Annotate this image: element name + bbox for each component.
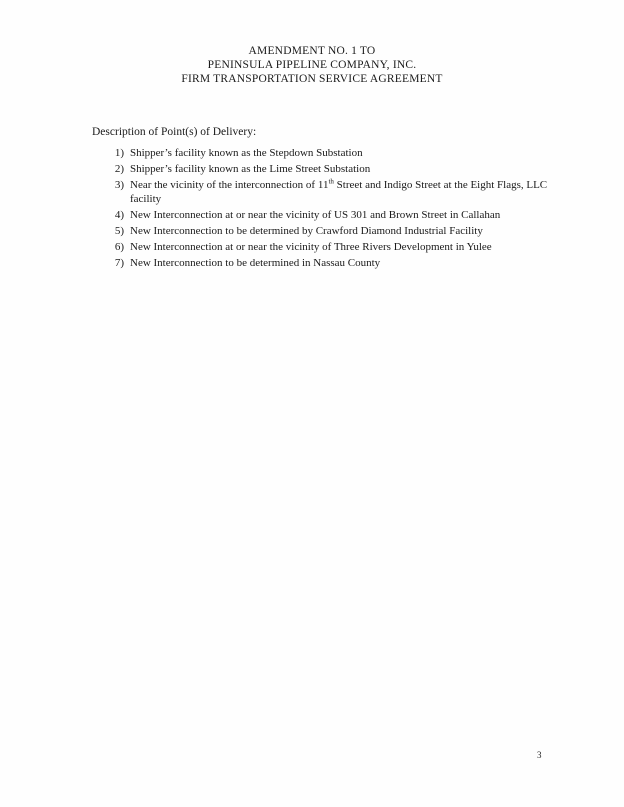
title-line-company: PENINSULA PIPELINE COMPANY, INC. (207, 59, 417, 71)
list-item-text: New Interconnection at or near the vicinity of US 301 and Brown Street in Callahan (130, 208, 501, 221)
page-number: 3 (537, 750, 542, 760)
list-item-text-before: Near the vicinity of the interconnection of 11 (130, 179, 329, 191)
title-line-amendment: AMENDMENT NO. 1 TO (248, 45, 376, 57)
list-item (92, 163, 572, 177)
list-item-number: 1) (114, 147, 124, 159)
list-item-text: New Interconnection to be determined by Crawford Diamond Industrial Facility (130, 224, 483, 237)
list-item-text: Shipper’s facility known as the Lime Street Substation (130, 163, 371, 175)
list-item-text: New Interconnection to be determined in Nassau County (130, 256, 381, 269)
list-item-number: 5) (114, 224, 124, 237)
list-item (92, 147, 572, 161)
delivery-points-list (92, 147, 572, 273)
list-item-text (130, 179, 572, 206)
list-item-number: 3) (114, 179, 124, 191)
list-item (92, 257, 572, 271)
list-item-text-after: Street and Indigo Street at the Eight Flags, LLC facility (130, 179, 548, 205)
list-item-number: 2) (114, 163, 124, 175)
title-line-agreement: FIRM TRANSPORTATION SERVICE AGREEMENT (181, 73, 443, 85)
list-item-text: Shipper’s facility known as the Stepdown Substation (130, 147, 363, 159)
list-item-number: 7) (114, 256, 124, 269)
section-heading: Description of Point(s) of Delivery: (92, 126, 257, 138)
document-title (0, 44, 624, 86)
list-item-number: 6) (114, 240, 124, 253)
list-item-number: 4) (114, 208, 124, 221)
list-item-text: New Interconnection at or near the vicinity of Three Rivers Development in Yulee (130, 240, 492, 253)
list-item (92, 209, 572, 223)
list-item (92, 241, 572, 255)
list-item (92, 179, 572, 206)
list-item (92, 225, 572, 239)
ordinal-suffix: th (328, 177, 334, 186)
